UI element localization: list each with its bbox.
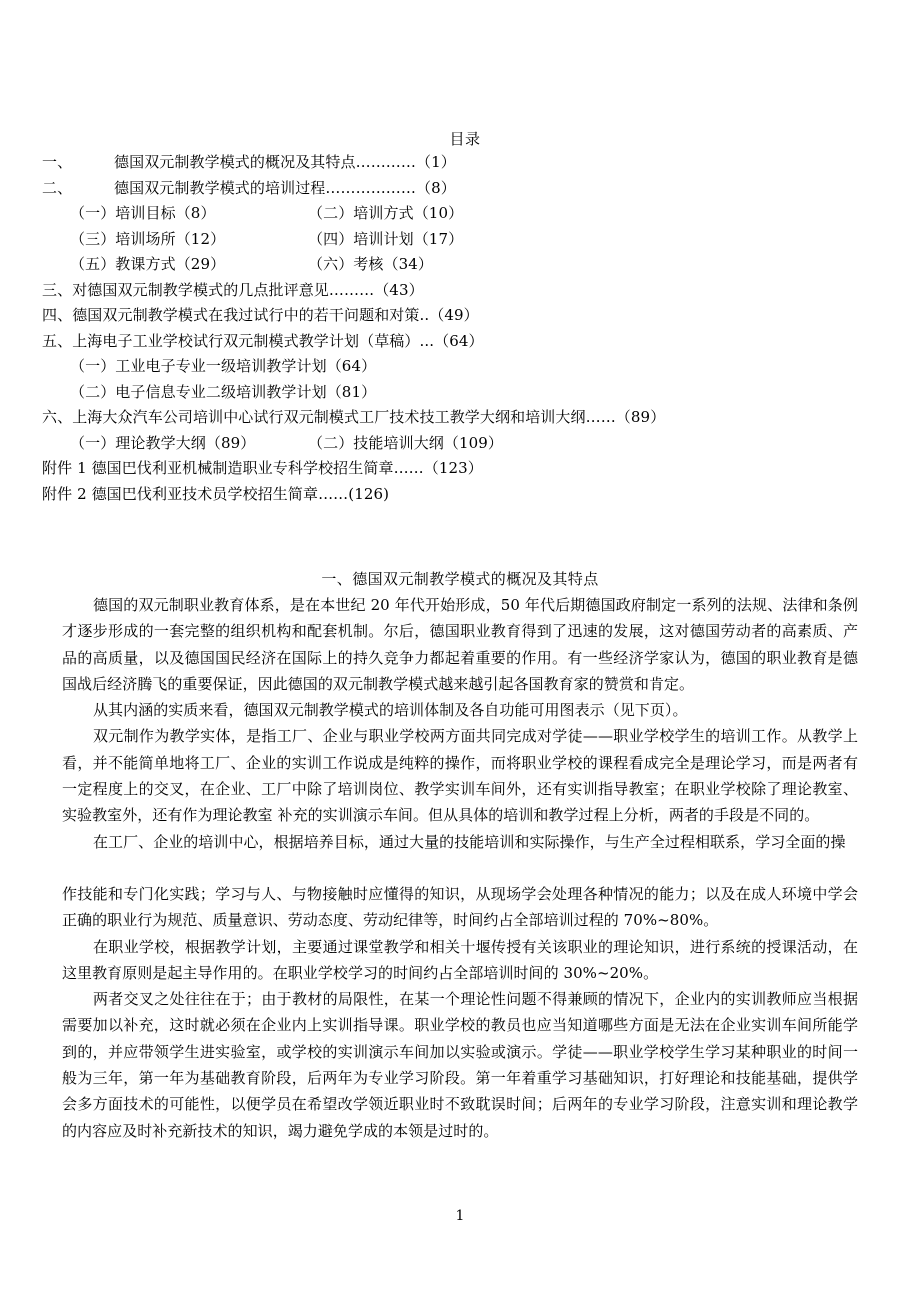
toc-entry-1-text: 德国双元制教学模式的概况及其特点…………（1）	[114, 153, 456, 171]
toc-entry-3[interactable]: 三、对德国双元制教学模式的几点批评意见………（43）	[42, 280, 424, 299]
paragraph-5: 作技能和专门化实践；学习与人、与物接触时应懂得的知识，从现场学会处理各种情况的能力；以及在成人环境中学会正确的职业行为规范、质量意识、劳动态度、劳动纪律等，时间约占全部培训过程的 70%~80%。	[62, 884, 858, 930]
toc-attachment-2[interactable]: 附件 2 德国巴伐利亚技术员学校招生简章……(126)	[42, 484, 390, 503]
toc-subentry-row-6[interactable]	[42, 431, 878, 457]
table-of-contents	[42, 128, 878, 507]
toc-entry-2-text: 德国双元制教学模式的培训过程………………（8）	[114, 178, 456, 197]
toc-entry-2[interactable]	[42, 176, 878, 202]
section-heading: 一、德国双元制教学模式的概况及其特点	[321, 570, 599, 588]
toc-subentry-1-2: （二）培训方式（10）	[308, 204, 464, 222]
paragraph-6: 在职业学校，根据教学计划，主要通过课堂教学和相关十堰传授有关该职业的理论知识，进行系统的授课活动，在这里教育原则是起主导作用的。在职业学校学习的时间约占全部培训时间的 30%~20%。	[62, 937, 858, 982]
toc-subentry-2-2: （四）培训计划（17）	[308, 229, 464, 248]
paragraph-1: 德国的双元制职业教育体系，是在本世纪 20 年代开始形成，50 年代后期德国政府制定一系列的法规、法律和条例才逐步形成的一套完整的组织机构和配套机制。尔后，德国职业教育得到了迅速的发展，这对德国劳动者的高素质、产品的高质量，以及德国国民经济在国际上的持久竞争力都起着重要的作用。有一些经济学家认为，德国的职业教育是德国战后经济腾飞的重要保证，因此德国的双元制教学模式越来越引起各国教育家的赞赏和肯定。	[62, 596, 858, 693]
paragraph-4: 在工厂、企业的培训中心，根据培养目标，通过大量的技能培训和实际操作，与生产全过程相联系，学习全面的操	[93, 832, 846, 851]
toc-entry-5[interactable]: 五、上海电子工业学校试行双元制模式教学计划（草稿）...（64）	[42, 331, 484, 350]
paragraph-3: 双元制作为教学实体，是指工厂、企业与职业学校两方面共同完成对学徒——职业学校学生的培训工作。从教学上看，并不能简单地将工厂、企业的实训工作说成是纯粹的操作，而将职业学校的课程看成完全是理论学习，而是两者有一定程度上的交叉，在企业、工厂中除了培训岗位、教学实训车间外，还有实训指导教室；在职业学校除了理论教室、实验教室外，还有作为理论教室 补充的实训演示车间。但从具体的培训和教学过程上分析，两者的手段是不同的。	[62, 727, 858, 825]
toc-subentry-row-4[interactable]	[42, 354, 878, 380]
toc-title: 目录	[449, 130, 481, 148]
toc-subentry-row-2[interactable]	[42, 227, 878, 253]
toc-entry-4[interactable]: 四、德国双元制教学模式在我过试行中的若干问题和对策..（49）	[42, 306, 479, 324]
toc-subentry-row-5[interactable]	[42, 380, 878, 406]
section-body	[62, 592, 858, 1144]
toc-subentry-row-1[interactable]	[42, 201, 878, 227]
toc-subentry-6-1: （一）理论教学大纲（89）	[70, 433, 256, 452]
toc-entry-1-number: 一、	[42, 153, 73, 171]
toc-attachment-1[interactable]: 附件 1 德国巴伐利亚机械制造职业专科学校招生简章……（123）	[42, 459, 483, 477]
toc-subentry-5-1: （二）电子信息专业二级培训教学计划（81）	[70, 382, 377, 401]
toc-entry-1[interactable]	[42, 150, 878, 176]
page-number: 1	[455, 1208, 465, 1224]
toc-entry-6[interactable]: 六、上海大众汽车公司培训中心试行双元制模式工厂技术技工教学大纲和培训大纲……（89）	[42, 408, 666, 426]
toc-subentry-1-1: （一）培训目标（8）	[70, 204, 216, 222]
toc-entry-2-number: 二、	[42, 178, 73, 197]
toc-subentry-2-1: （三）培训场所（12）	[70, 229, 226, 248]
toc-subentry-4-1: （一）工业电子专业一级培训教学计划（64）	[70, 357, 377, 375]
toc-subentry-3-2: （六）考核（34）	[308, 255, 433, 273]
toc-subentry-3-1: （五）教课方式（29）	[70, 255, 226, 273]
paragraph-7: 两者交叉之处往往在于；由于教材的局限性，在某一个理论性问题不得兼顾的情况下，企业内的实训教师应当根据需要加以补充，这时就必须在企业内上实训指导课。职业学校的教员也应当知道哪些方面是无法在企业实训车间所能学到的，并应带领学生进实验室，或学校的实训演示车间加以实验或演示。学徒——职业学校学生学习某种职业的时间一般为三年，第一年为基础教育阶段，后两年为专业学习阶段。第一年着重学习基础知识，打好理论和技能基础，提供学会多方面技术的可能性，以便学员在希望改学领近职业时不致耽误时间；后两年的专业学习阶段，注意实训和理论教学的内容应及时补充新技术的知识，竭力避免学成的本领是过时的。	[62, 990, 858, 1140]
toc-subentry-6-2: （二）技能培训大纲（109）	[308, 433, 504, 452]
toc-subentry-row-3[interactable]	[42, 252, 878, 278]
paragraph-2: 从其内涵的实质来看，德国双元制教学模式的培训体制及各自功能可用图表示（见下页）。	[93, 701, 688, 720]
paragraph-gap	[62, 855, 858, 881]
